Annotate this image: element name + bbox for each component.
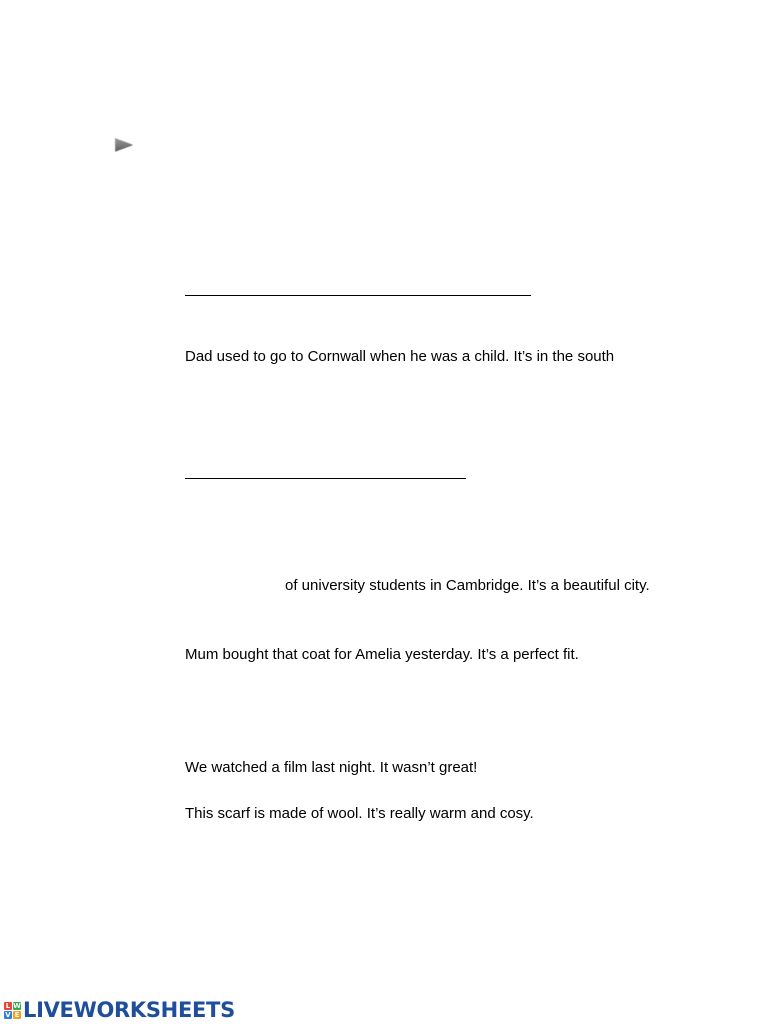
audio-play-icon[interactable]: [113, 137, 135, 153]
sentence-4: We watched a film last night. It wasn’t great!: [185, 759, 478, 776]
logo-letter: E: [14, 1010, 20, 1019]
liveworksheets-footer: [4, 998, 235, 1022]
logo-letter: W: [13, 1001, 21, 1010]
sentence-1: Dad used to go to Cornwall when he was a child. It’s in the south: [185, 348, 615, 365]
liveworksheets-logo-icon: [4, 1002, 21, 1019]
sentence-3: Mum bought that coat for Amelia yesterday. It’s a perfect fit.: [185, 646, 579, 663]
logo-letter: L: [5, 1001, 11, 1010]
play-triangle-icon: [115, 138, 133, 151]
brand-name: LIVEWORKSHEETS: [23, 998, 235, 1022]
logo-letter: V: [5, 1010, 11, 1019]
answer-line[interactable]: [185, 295, 531, 296]
sentence-2: of university students in Cambridge. It’s a beautiful city.: [285, 577, 650, 594]
answer-line[interactable]: [185, 478, 466, 479]
sentence-5: This scarf is made of wool. It’s really warm and cosy.: [185, 805, 534, 822]
